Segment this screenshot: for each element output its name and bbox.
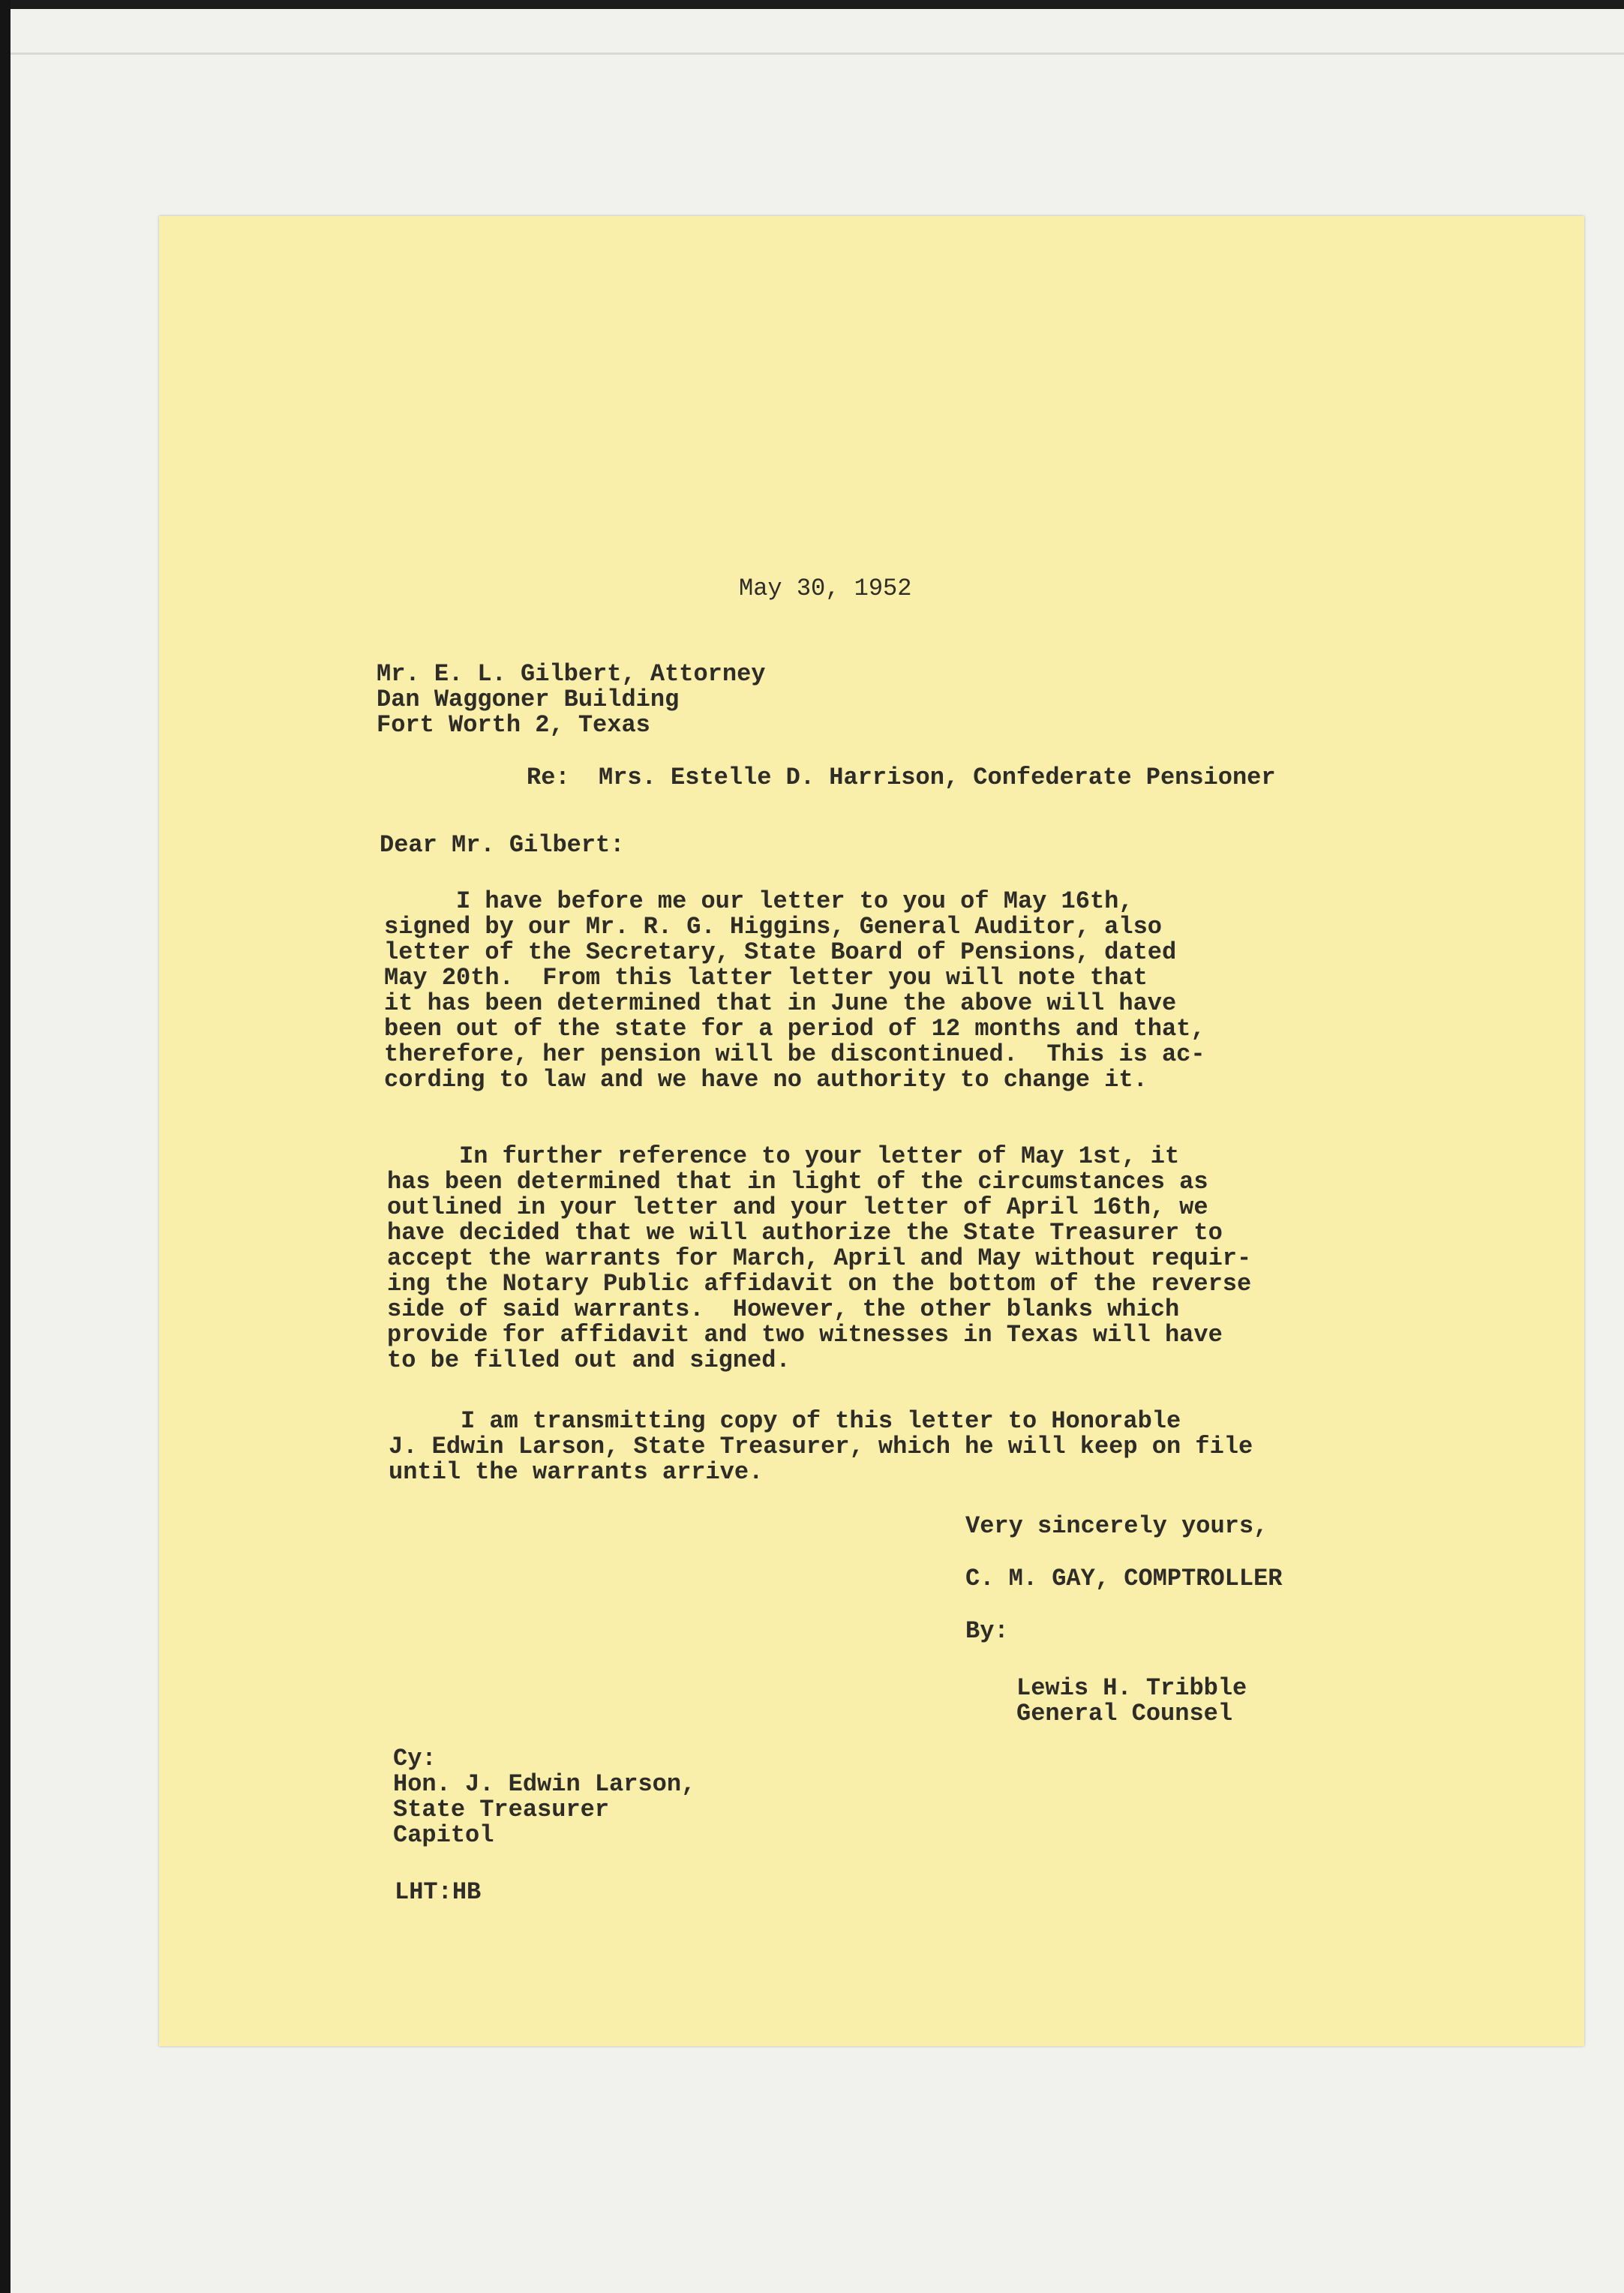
paragraph-line: side of said warrants. However, the other blanks which: [387, 1295, 1180, 1323]
by-label: By:: [965, 1617, 1009, 1645]
paragraph-line: outlined in your letter and your letter of April 16th, we: [387, 1193, 1208, 1221]
recipient-line: Fort Worth 2, Texas: [377, 711, 650, 739]
copy-to-line: State Treasurer: [393, 1796, 610, 1823]
paragraph-line: signed by our Mr. R. G. Higgins, General Auditor, also: [384, 913, 1162, 941]
paragraph-line: J. Edwin Larson, State Treasurer, which he will keep on file: [389, 1433, 1253, 1460]
letter-page: [159, 216, 1584, 2046]
paragraph-line: ing the Notary Public affidavit on the bottom of the reverse: [387, 1270, 1252, 1298]
subject-line: Re: Mrs. Estelle D. Harrison, Confederate Pensioner: [527, 764, 1276, 791]
paragraph-line: In further reference to your letter of May 1st, it: [387, 1142, 1180, 1170]
scan-top-edge: [0, 0, 1624, 9]
salutation: Dear Mr. Gilbert:: [380, 831, 625, 859]
recipient-line: Dan Waggoner Building: [377, 686, 680, 713]
paragraph-line: it has been determined that in June the above will have: [384, 989, 1177, 1017]
paragraph-line: May 20th. From this latter letter you will note that: [384, 964, 1148, 992]
paragraph-line: been out of the state for a period of 12 months and that,: [384, 1015, 1205, 1043]
paragraph-line: letter of the Secretary, State Board of Pensions, dated: [384, 938, 1177, 966]
paragraph-line: therefore, her pension will be discontinued. This is ac-: [384, 1040, 1205, 1068]
paragraph-line: cording to law and we have no authority to change it.: [384, 1066, 1148, 1094]
paragraph-line: to be filled out and signed.: [387, 1346, 791, 1374]
copy-to-line: Capitol: [393, 1821, 494, 1849]
paragraph-line: accept the warrants for March, April and May without requir-: [387, 1244, 1252, 1272]
signer-name: Lewis H. Tribble: [1016, 1674, 1247, 1702]
letter-date: May 30, 1952: [739, 575, 912, 602]
paragraph-line: has been determined that in light of the circumstances as: [387, 1168, 1208, 1196]
closing: Very sincerely yours,: [965, 1512, 1268, 1540]
copy-to-line: Hon. J. Edwin Larson,: [393, 1770, 696, 1798]
scan-left-edge: [0, 0, 11, 2293]
paragraph-line: I have before me our letter to you of May 16th,: [384, 887, 1133, 915]
typist-initials: LHT:HB: [395, 1878, 482, 1906]
paragraph-line: until the warrants arrive.: [389, 1458, 764, 1486]
recipient-line: Mr. E. L. Gilbert, Attorney: [377, 660, 766, 688]
paragraph-line: I am transmitting copy of this letter to Honorable: [389, 1407, 1181, 1435]
signer-title: General Counsel: [1016, 1700, 1233, 1727]
scan-guide-line: [11, 53, 1624, 55]
paragraph-line: have decided that we will authorize the State Treasurer to: [387, 1219, 1223, 1247]
copy-label: Cy:: [393, 1745, 437, 1772]
signer-office: C. M. GAY, COMPTROLLER: [965, 1565, 1283, 1592]
paragraph-line: provide for affidavit and two witnesses in Texas will have: [387, 1321, 1223, 1349]
